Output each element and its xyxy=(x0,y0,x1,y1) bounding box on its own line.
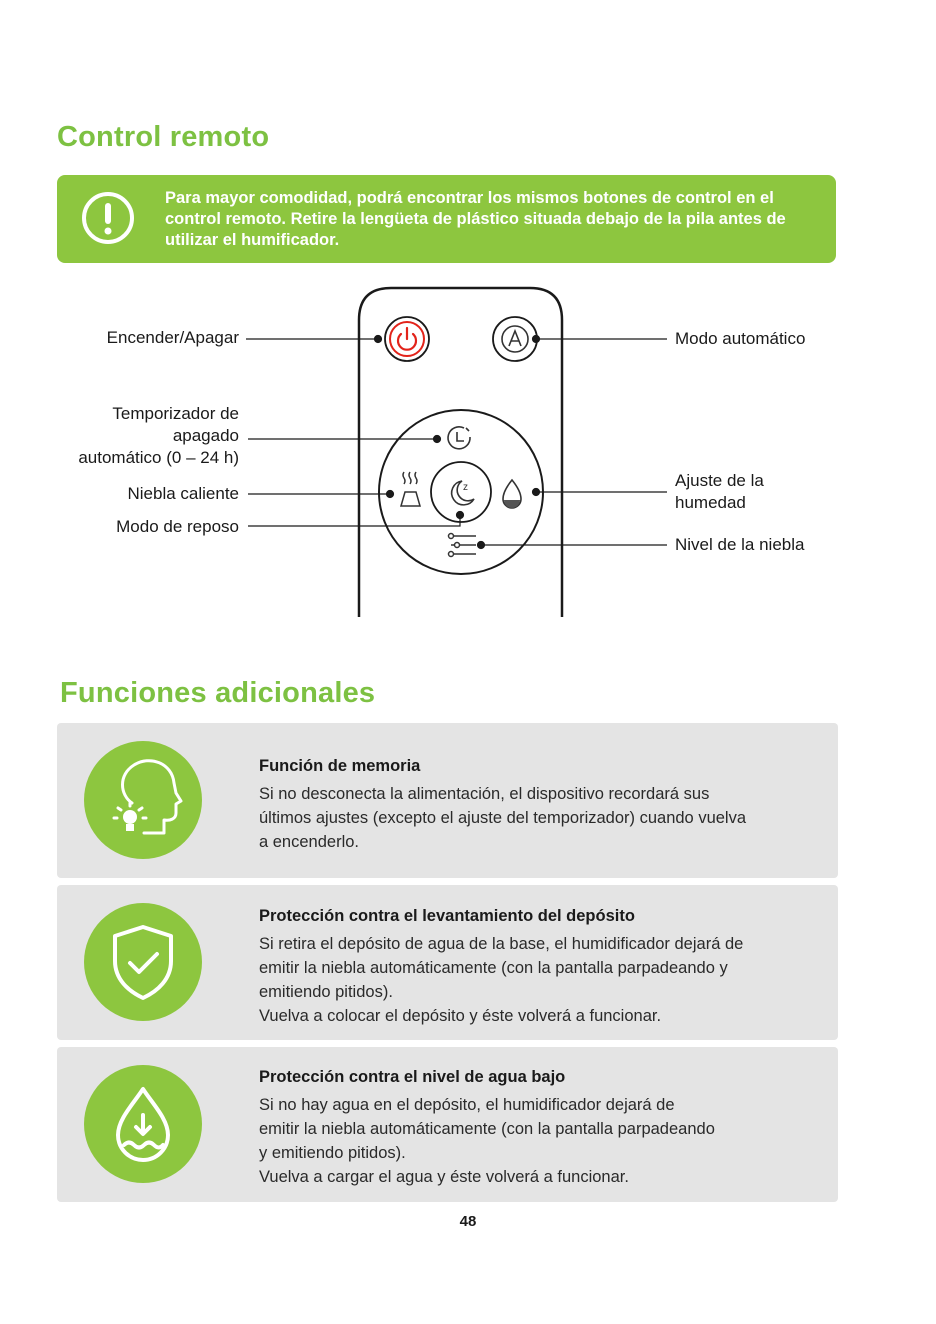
label-mist-level: Nivel de la niebla xyxy=(675,535,805,554)
shield-check-icon xyxy=(84,903,202,1021)
card-title: Función de memoria xyxy=(259,757,421,775)
feature-card-tank-lift xyxy=(57,885,838,1040)
notice-text: Para mayor comodidad, podrá encontrar los mismos botones de control en el control remoto. Retire la lengüeta de plástico situada debajo de la pila antes de utilizar el humificador. xyxy=(165,189,786,249)
card-body: Si no desconecta la alimentación, el dispositivo recordará sus últimos ajustes (excepto el ajuste del temporizador) cuando vuelva a encenderlo. xyxy=(259,785,747,851)
exclamation-circle-icon xyxy=(81,191,135,245)
card-title: Protección contra el nivel de agua bajo xyxy=(259,1068,566,1086)
feature-card-memory xyxy=(57,723,838,878)
notice-banner xyxy=(57,175,836,263)
power-button xyxy=(385,317,429,361)
card-title: Protección contra el levantamiento del depósito xyxy=(259,907,635,925)
label-humidity-1: Ajuste de la xyxy=(675,471,764,490)
label-timer-1: Temporizador de xyxy=(112,404,239,423)
page-number: 48 xyxy=(459,1213,477,1230)
label-timer-2: apagado xyxy=(172,426,239,445)
label-sleep: Modo de reposo xyxy=(116,517,239,536)
section-title-remote: Control remoto xyxy=(57,121,270,153)
card-body: Si no hay agua en el depósito, el humidificador dejará de emitir la niebla automáticamente (con la pantalla parpadeando y emitiendo pitidos). Vuelva a cargar el agua y éste volverá a funcionar. xyxy=(259,1096,715,1186)
feature-card-low-water xyxy=(57,1047,838,1202)
head-lightbulb-icon xyxy=(84,741,202,859)
label-auto: Modo automático xyxy=(675,329,806,348)
label-warm-mist: Niebla caliente xyxy=(127,484,239,503)
card-body: Si retira el depósito de agua de la base, el humidificador dejará de emitir la niebla automáticamente (con la pantalla parpadeando y emitiendo pitidos). Vuelva a colocar el depósito y éste volverá a funcionar. xyxy=(259,935,744,1025)
svg-text:z: z xyxy=(463,482,468,493)
auto-mode-button xyxy=(493,317,537,361)
water-drop-icon xyxy=(84,1065,202,1183)
label-power: Encender/Apagar xyxy=(106,328,239,347)
label-humidity-2: humedad xyxy=(675,493,746,512)
section-title-functions: Funciones adicionales xyxy=(60,677,376,709)
label-timer-3: automático (0 – 24 h) xyxy=(78,448,239,467)
